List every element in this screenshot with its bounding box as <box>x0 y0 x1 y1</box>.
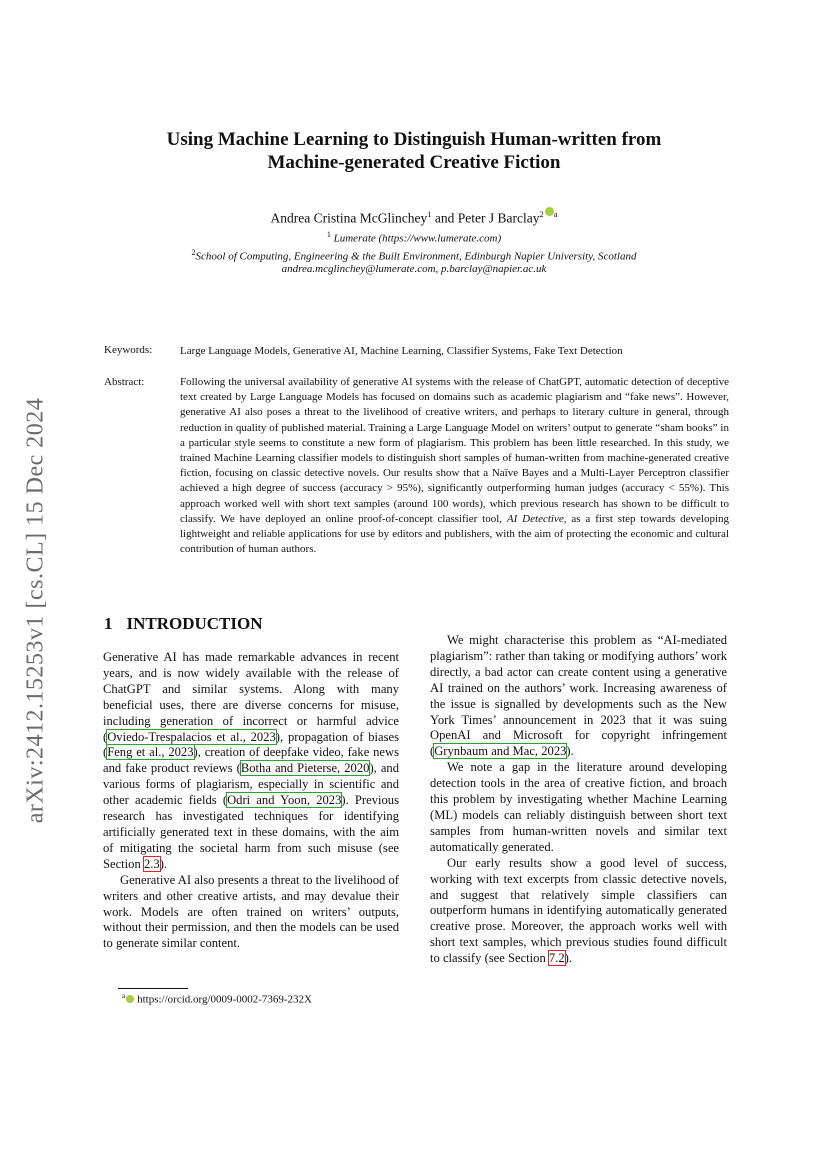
affiliation-1 <box>100 228 728 246</box>
section-title: INTRODUCTION <box>126 614 263 633</box>
affiliation-2-text: School of Computing, Engineering & the Built Environment, Edinburgh Napier University, Scotland <box>195 250 637 263</box>
right-p3-text-b: ). <box>564 951 573 966</box>
left-paragraph-2: Generative AI also presents a threat to the livelihood of writers and other creative artists, and may devalue their work. Models are often trained on writers’ outputs, without their permission, and then the models can be used to generate similar content. <box>103 872 399 951</box>
left-p1-text-e: ). Previous research has investigated techniques for identifying artificially generated text in these domains, with the aim of mitigating the societal harm from such misuse (see Section <box>103 793 399 871</box>
author-2-name: Peter J Barclay <box>457 210 540 226</box>
left-p1-text-c: ), creation of deepfake video, fake news and fake product reviews ( <box>103 745 399 776</box>
left-p1-text-f: ). <box>159 856 168 871</box>
right-paragraph-3 <box>430 856 727 967</box>
arxiv-identifier-text: arXiv:2412.15253v1 [cs.CL] 15 Dec 2024 <box>22 397 49 823</box>
section-number: 1 <box>104 614 113 633</box>
author-list <box>100 206 728 227</box>
affiliation-2-mark: 2 <box>191 248 196 257</box>
left-p1-text-a: Generative AI has made remarkable advances in recent years, and is now widely available with the release of ChatGPT and similar systems. Along with many beneficial uses, there are diverse concerns for misuse, including generation of incorrect or harmful advice ( <box>103 650 399 744</box>
right-paragraph-1 <box>430 633 727 760</box>
left-p1-text-b: ), propagation of biases ( <box>103 729 399 760</box>
author-2-mark: 2 <box>539 209 544 219</box>
citation-odri[interactable]: Odri and Yoon, 2023 <box>227 793 342 808</box>
section-ref-2-3[interactable]: 2.3 <box>143 856 160 871</box>
citation-grynbaum[interactable]: Grynbaum and Mac, 2023 <box>434 744 567 759</box>
right-column <box>430 633 727 967</box>
citation-oviedo[interactable]: Oviedo-Trespalacios et al., 2023 <box>107 729 276 744</box>
right-p3-text-a: Our early results show a good level of success, working with text excerpts from classic detective novels, and suggest that relatively simple classifiers can outperform humans in identifying automatically generated creative prose. Moreover, the approach works well with short text samples, which previous studies found difficult to classify (see Section <box>430 855 727 966</box>
affiliation-1-mark: 1 <box>326 230 331 239</box>
citation-feng[interactable]: Feng et al., 2023 <box>107 745 194 760</box>
paper-title <box>100 128 728 174</box>
author-emails <box>100 262 728 276</box>
footnote-rule <box>118 988 188 989</box>
title-line-2: Machine-generated Creative Fiction <box>267 152 561 173</box>
left-p1-text-d: ), and various forms of plagiarism, especially in scientific and other academic fields ( <box>103 761 400 808</box>
abstract-label: Abstract: <box>104 376 145 388</box>
right-p1-text-b: ). <box>566 744 574 759</box>
right-p1-text-a: We might characterise this problem as “AI-mediated plagiarism”: rather than taking or modifying authors’ work directly, a bad actor can create content using a generative AI trained on the authors’ work. Increasing awareness of the issue is signalled by developments such as the New York Times’ announcement in 2023 that it was suing OpenAI and Microsoft for copyright infringement ( <box>430 633 727 759</box>
title-line-1: Using Machine Learning to Distinguish Human-written from <box>166 129 662 150</box>
orcid-link[interactable]: https://orcid.org/0009-0002-7369-232X <box>137 993 312 1006</box>
author-conjunction: and <box>434 210 455 226</box>
orcid-mark: a <box>553 209 558 219</box>
author-1-mark: 1 <box>427 209 432 219</box>
right-paragraph-2: We note a gap in the literature around developing detection tools in the area of creative fiction, and broach this problem by investigating whether Machine Learning (ML) models can reliably distinguish between short text samples from human-written novels and similar text automatically generated. <box>430 760 727 854</box>
abstract-text <box>180 375 729 557</box>
keywords-label: Keywords: <box>104 344 153 356</box>
section-ref-7-2[interactable]: 7.2 <box>548 951 565 966</box>
orcid-icon[interactable] <box>545 207 554 216</box>
affiliation-2 <box>100 246 728 264</box>
footnote <box>122 992 312 1006</box>
section-heading <box>104 614 263 634</box>
author-emails-text: andrea.mcglinchey@lumerate.com, p.barclay@napier.ac.uk <box>281 263 547 275</box>
arxiv-identifier <box>20 370 52 850</box>
left-column <box>103 650 399 952</box>
footnote-mark: a <box>122 992 126 1000</box>
keywords-text: Large Language Models, Generative AI, Machine Learning, Classifier Systems, Fake Text Detection <box>180 345 623 357</box>
abstract-part-2: , as a first step towards developing lightweight and reliable applications for use by editors and publishers, with the aim of protecting the economic and cultural contribution of human authors. <box>180 512 730 556</box>
abstract-tool-name: AI Detective <box>506 512 564 525</box>
left-paragraph-1 <box>103 650 399 873</box>
abstract-part-1: Following the universal availability of generative AI systems with the release of ChatGPT, automatic detection of deceptive text created by Large Language Models has focused on domains such as academic plagiarism and “fake news”. However, generative AI also poses a threat to the livelihood of creative writers, and perhaps to literary culture in general, through reduction in quality of published material. Training a Large Language Model on writers’ output to generate “sham books” in a particular style seems to constitute a new form of plagiarism. This problem has been little researched. In this study, we trained Machine Learning classifier models to distinguish short samples of human-written from machine-generated creative fiction, focusing on classic detective novels. Our results show that a Naïve Bayes and a Multi-Layer Perceptron classifier achieved a high degree of success (accuracy > 95%), significantly outperforming human judges (accuracy < 55%). This approach worked well with short text samples (around 100 words), which previous research has shown to be difficult to classify. We have deployed an online proof-of-concept classifier tool, <box>180 376 729 525</box>
author-1-name: Andrea Cristina McGlinchey <box>270 210 428 226</box>
orcid-icon <box>126 995 134 1003</box>
affiliation-1-text: Lumerate (https://www.lumerate.com) <box>333 232 502 245</box>
citation-botha[interactable]: Botha and Pieterse, 2020 <box>240 761 370 776</box>
